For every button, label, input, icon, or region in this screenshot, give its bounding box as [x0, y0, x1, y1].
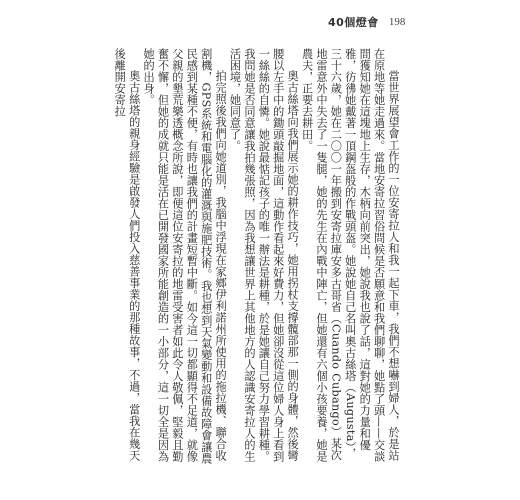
body-text — [113, 48, 400, 468]
paragraph: 拍完照後我們向她道別，我腦中浮現在家鄉伊利諾州所使用的拖拉機、聯合收割機，GPS系統和電腦化的灌溉與施肥技術。我也想到天氣變動和設備故障會讓農民感到某種不便，有時也讓我們的計畫短暫中斷。如今這一切都顯得不足道，就像父親的墾荒樂透概念所說，即便這位安寄拉的地雷受害者如此令人敬佩，堅毅且勤奮不懈，但她的成就只能是活在已開發國家所能創造的一小部分，這一切全是因為她的出身。 — [142, 48, 228, 465]
page-header — [328, 14, 405, 30]
paragraph: 奧古絲塔的親身經驗是啟發人們投入慈善事業的那種故事，不過，當我在幾天後離開安寄拉 — [113, 48, 141, 462]
paragraph: 奧古絲塔向我們展示她的耕作技巧，她用拐杖支撐髖部那一側的身體，然後彎腰以左手中的鋤頭敲掘地面，這動作看起來好費力，但她卻沒從這位婦人身上看到一絲絲的自憐。她說最惦記孩子的唯一辦法是耕種，於是她讓自己努力學習耕種。我問她是否同意讓我拍幾張照，因為我想讓世界上其他地方的人認識安寄拉人的生活困境，她同意了。 — [228, 48, 300, 462]
paragraph: 當世界展望會工作的一位安寄拉人和我一起下車，我們不想嚇到婦人，於是站在原地等她走過來。當地安寄拉習俗問候是否願意和我們聊聊，她點了頭——交談間獲知她在這塊地上生存，木柄向前突出，她說我也說了話，這對她的力量和優雅，彷彿她戴著一頂鋼盔般的作戰頭盔。她說她自己名叫奧古絲塔（Augusta），三十六歲，她在二〇〇一年搬到安寄拉庫安多古哥省（Cuando Cubango）某次地雷意外中失去了一隻腿，她的先生在內戰中陣亡，但她還有六個小孩要養，她是農夫，正要去耕田。 — [300, 48, 400, 462]
page-number: 198 — [388, 16, 406, 28]
book-title: 40個燈會 — [328, 16, 379, 29]
